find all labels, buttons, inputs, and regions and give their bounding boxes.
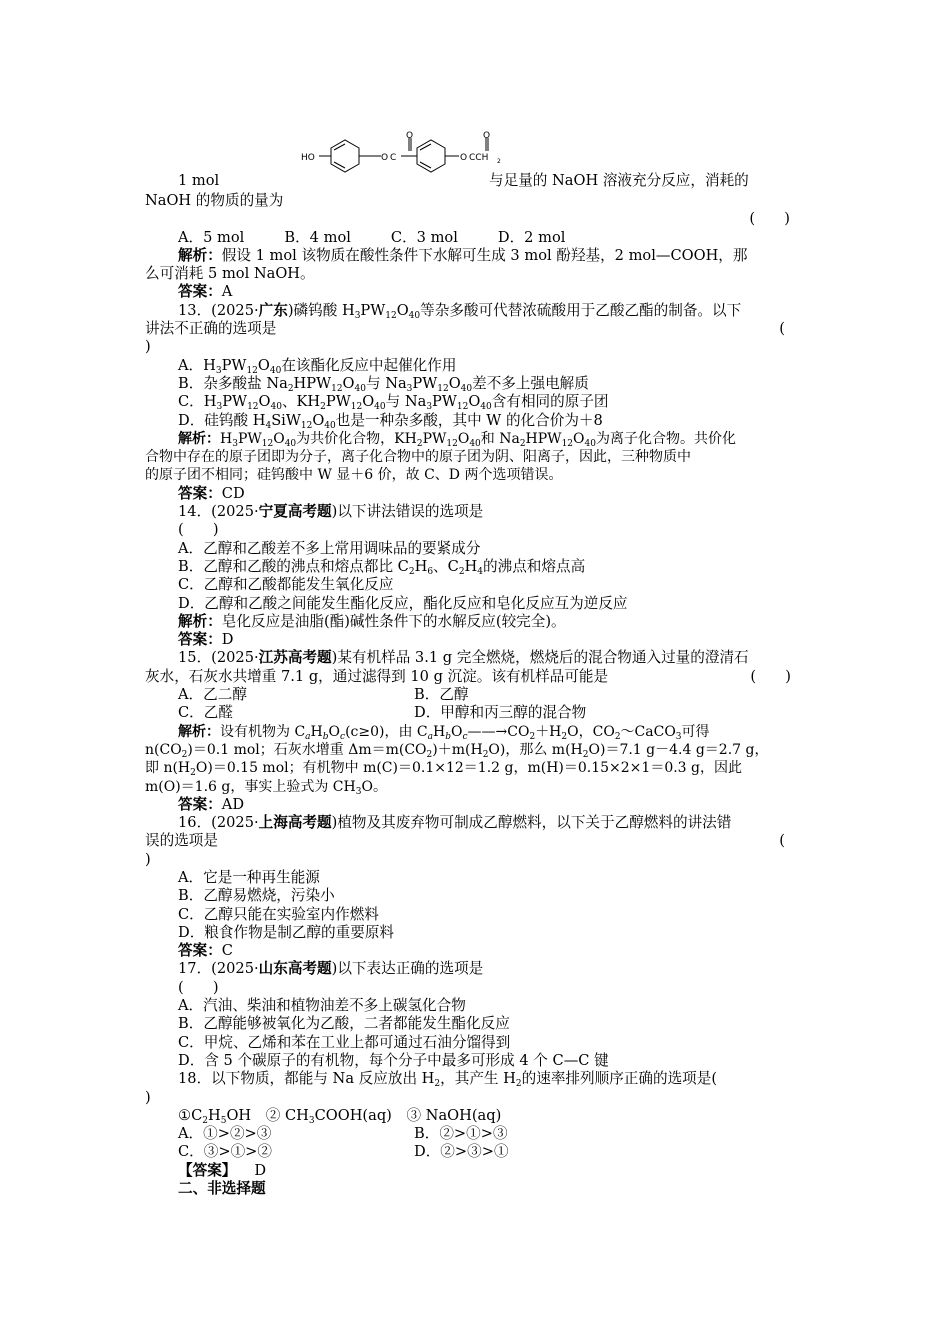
q18-stem: 18．以下物质，都能与 Na 反应放出 $H_2$，其产生 $H_2$的速率排列顺序正确的选项是( [178,1070,718,1090]
t: 与 Na [385,393,427,411]
answer-paren: ( ) [749,210,790,228]
t: PW [222,393,248,411]
t: O [468,393,481,411]
q14-option-c: C．乙醇和乙酸都能发生氧化反应 [178,576,394,594]
t: 17．(2025· [178,960,259,978]
q13-paren-close: ) [145,338,151,356]
t: O。 [361,778,387,795]
answer-value: A [221,283,233,301]
option-a: A．①>②>③ [178,1125,272,1143]
t: 为离子化合物。共价化 [595,430,736,447]
answer-paren: ( ) [750,667,791,685]
q13-stem-text: 讲法不正确的选项是 [145,320,277,338]
q13-analysis: 解析：$H_3PW_{12}O_{40}$为共价化合物，$KH_2PW_{12}O_{40}$和 $Na_2HPW_{12}O_{40}$为离子化合物。共价化 [178,430,736,449]
q15-stem-2 [145,668,805,686]
q17-source: 山东高考题 [258,960,332,978]
t: 、C [433,557,459,575]
t: HPW [525,430,562,447]
q12-suffix: 与足量的 NaOH 溶液充分反应，消耗的 [489,172,749,189]
t: O [362,393,375,411]
q16-stem [145,814,805,832]
q14-option-b: B．乙醇和乙酸的沸点和熔点都比 $C_2H_6$、$C_2H_4$的沸点和熔点高 [178,557,586,577]
analysis-text: 假设 1 mol 该物质在酸性条件下水解可生成 3 mol 酚羟基，2 mol—COOH，那 [221,246,748,264]
q17-option-d: D．含 5 个碳原子的有机物，每个分子中最多可形成 4 个 C—C 键 [178,1051,609,1069]
q12-line2: NaOH 的物质的量为 [145,192,284,209]
q12-answer [145,283,805,301]
q15-source: 江苏高考题 [258,649,332,667]
mol-ho-label: HO [301,153,315,163]
t: OH ② CH [226,1106,309,1124]
t: ＋H [535,723,562,740]
option-c: C．乙醛 [178,704,233,722]
q12-prefix: 1 mol [178,172,220,189]
mol-o2-label: O [483,131,491,141]
t: n(CO [145,741,182,758]
t: )某有机样品 3.1 g 完全燃烧，燃烧后的混合物通入过量的澄清石 [331,649,749,667]
mol-oc2-label-o: O [460,153,468,163]
q16-option-c: C．乙醇只能在实验室内作燃料 [178,905,379,923]
q13-option-c: C．$H_3PW_{12}O_{40}$、$KH_2PW_{12}O_{40}$与 $Na_3PW_{12}O_{40}$含有相同的原子团 [178,393,609,413]
t: 含有相同的原子团 [491,393,609,411]
t: )＝0.1 mol；石灰水增重 Δm＝m(CO [187,741,427,758]
q12-paren-row [145,210,805,228]
t: O)＝0.15 mol；有机物中 m(C)＝0.1×12＝1.2 g，m(H)＝0.15×2×1＝0.3 g，因此 [195,760,742,777]
t: H [433,723,446,740]
answer-value: D [221,631,234,649]
t: 15．(2025· [178,649,259,667]
q13-stem-2 [145,320,805,338]
q14-option-a: A．乙醇和乙酸差不多上常用调味品的要紧成分 [178,539,481,557]
q13-source: 广东 [258,301,288,319]
q14-option-d: D．乙醇和乙酸之间能发生酯化反应，酯化反应和皂化反应互为逆反应 [178,594,628,612]
option-c: C．3 mol [390,228,458,246]
t: O [258,393,271,411]
t: 也是一种杂多酸，其中 W 的化合价为＋8 [335,411,603,429]
t: COOH(aq) ③ NaOH(aq) [314,1106,502,1124]
t: 为共价化合物，KH [296,430,417,447]
t: O [342,374,355,392]
q16-answer [145,942,805,960]
t: 18．以下物质，都能与 Na 反应放出 H [178,1070,435,1088]
t: 可得 [681,723,710,740]
answer-paren: ( [779,320,785,338]
q15-analysis: 解析：设有机物为 $C_aH_bO_c(c\ge 0)$，由 $C_aH_bO_c——\to CO_2+H_2O$，$CO_2\sim CaCO_3$可得 [178,723,710,742]
option-d: D．②>③>① [414,1143,509,1161]
option-a: A．5 mol [178,228,245,246]
answer-label: 答案： [178,631,222,649]
t: D．硅钨酸 H [178,411,266,429]
q18-items: $①C_2H_5OH$ ② $CH_3COOH(aq)$ ③ NaOH(aq) [178,1106,502,1126]
t: 设有机物为 C [220,723,306,740]
t: O [573,430,585,447]
q16-source: 上海高考题 [258,814,332,832]
q17-option-a: A．汽油、柴油和植物油差不多上碳氢化合物 [178,997,466,1015]
mol-oc-label-c: C [390,153,397,163]
t: )以下讲法错误的选项是 [331,503,484,521]
t: PW [237,430,262,447]
q14-stem [145,503,805,521]
q17-option-b: B．乙醇能够被氧化为乙酸，二者都能发生酯化反应 [178,1015,510,1033]
q16-stem-2 [145,832,805,850]
mol-cch-label: CCH [469,153,489,163]
q13-stem-text: )磷钨酸 H [287,301,355,319]
q12-options [145,229,805,247]
q15-options-ab [145,686,805,704]
t: 、KH [281,393,321,411]
q16-option-a: A．它是一种再生能源 [178,868,320,886]
t: m(O)＝1.6 g，事实上验式为 CH [145,778,356,795]
answer-label: 答案： [178,942,222,960]
q17-stem [145,960,805,978]
t: O [273,430,285,447]
t: H [464,557,478,575]
answer-paren: ( ) [178,978,219,996]
q18-options-cd [145,1143,805,1161]
t: 灰水，石灰水共增重 7.1 g，通过滤得到 10 g 沉淀。该有机样品可能是 [145,667,609,685]
analysis-label: 解析： [178,612,222,630]
option-b: B．②>①>③ [414,1125,508,1143]
t: B．杂多酸盐 Na [178,374,288,392]
mol-o-label: O [406,131,414,141]
q13-analysis-2: 合物中存在的原子团即为分子，离子化合物中的原子团为阴、阳离子，因此，三种物质中 [145,449,691,466]
option-d: D．甲醇和丙三醇的混合物 [414,704,587,722]
t: PW [325,393,351,411]
q15-analysis-4: m(O)＝1.6 g，事实上验式为 $CH_3O$。 [145,778,387,797]
t: )以下表达正确的选项是 [331,960,484,978]
section-heading: 二、非选择题 [178,1180,266,1198]
t: ——→CO [467,723,530,740]
t: PW [422,430,447,447]
q14-answer [145,631,805,649]
answer-label: 答案： [178,795,222,813]
t: ①C [178,1106,203,1124]
answer-paren: ( ) [178,521,219,539]
t: 误的选项是 [145,832,218,850]
t: O，CO [567,723,615,740]
t: O [451,723,463,740]
option-a: A．乙二醇 [178,686,247,704]
q16-paren-close: ) [145,850,151,868]
q12-analysis-2: 么可消耗 5 mol NaOH。 [145,265,315,283]
q13-stem: 13．(2025·广东)磷钨酸 $H_3PW_{12}O_{40}$等杂多酸可代替浓硫酸用于乙酸乙酯的制备。以下 [178,301,742,321]
answer-label: 答案： [178,283,222,301]
q14-source: 宁夏高考题 [258,503,332,521]
t: ～CaCO [620,723,676,740]
q13-stem-text: PW [360,301,386,319]
q12-analysis [145,247,805,265]
q16-option-b: B．乙醇易燃烧，污染小 [178,887,335,905]
t: H [310,723,323,740]
q14-analysis [145,613,805,631]
q13-answer [145,485,805,503]
t: 16．(2025· [178,814,259,832]
analysis-label: 解析： [178,246,222,264]
answer-value: C [221,942,233,960]
mol-oc-label-o: O [381,153,389,163]
q15-answer [145,796,805,814]
q16-option-d: D．粮食作物是制乙醇的重要原料 [178,923,395,941]
t: 的沸点和熔点高 [483,557,586,575]
answer-label: 【答案】 [178,1161,237,1179]
option-b: B．乙醇 [414,686,469,704]
q13-option-d: D．硅钨酸 $H_4SiW_{12}O_{40}$也是一种杂多酸，其中 W 的化合价为＋8 [178,411,603,431]
q13-stem-text: O [396,301,409,319]
answer-label: 答案： [178,484,222,502]
option-b: B．4 mol [284,228,351,246]
q15-options-cd [145,704,805,722]
t: SiW [271,411,301,429]
answer-paren: ( [779,832,785,850]
t: O [257,356,270,374]
t: H [207,1106,221,1124]
t: 在该酯化反应中起催化作用 [281,356,457,374]
t: 皂化反应是油脂(酯)碱性条件下的水解反应(较完全)。 [221,612,566,630]
t: )植物及其废弃物可制成乙醇燃料，以下关于乙醇燃料的讲法错 [331,814,732,832]
q18-options-ab [145,1125,805,1143]
q18-answer [145,1162,805,1180]
option-c: C．③>①>② [178,1143,272,1161]
t: 14．(2025· [178,503,259,521]
t: PW [221,356,247,374]
q15-analysis-3: 即 $n(H_2O)=0.15$ mol；有机物中 m(C)＝0.1×12＝1.2 g，m(H)＝0.15×2×1＝0.3 g，因此 [145,760,742,779]
q18-paren-close: ) [145,1088,151,1106]
t: O [328,723,341,740]
answer-value: D [254,1161,267,1179]
q17-option-c: C．甲烷、乙烯和苯在工业上都可通过石油分馏得到 [178,1033,511,1051]
q13-option-a: A．$H_3PW_{12}O_{40}$在该酯化反应中起催化作用 [178,356,457,376]
t: )＋m(H [432,741,483,758]
q13-analysis-3: 的原子团不相同；硅钨酸中 W 显＋6 价，故 C、D 两个选项错误。 [145,467,563,484]
q13-num: 13．(2025· [178,301,259,319]
analysis-label: 解析： [178,430,220,447]
t: O [448,374,461,392]
answer-value: AD [221,795,245,813]
t: O)，那么 m(H [488,741,583,758]
t: B．乙醇和乙酸的沸点和熔点都比 C [178,557,409,575]
option-d: D．2 mol [497,228,566,246]
q13-option-b: B．杂多酸盐 $Na_2HPW_{12}O_{40}$与 $Na_3PW_{12}O_{40}$差不多上强电解质 [178,374,589,394]
t: 与 Na [365,374,407,392]
t: C．H [178,393,217,411]
q15-analysis-2: $n(CO_2)=0.1$ mol；石灰水增重 $\Delta m=m(CO_2)+m(H_2O)$，那么 $m(H_2O)=7.1$ g－4.4 g＝2.7 g， [145,741,769,760]
answer-value: CD [221,484,245,502]
t: H [414,557,428,575]
mol-sub-label: 2 [497,158,501,165]
t: 即 n(H [145,760,191,777]
t: HPW [293,374,332,392]
t: (c≥0)，由 C [345,723,428,740]
t: H [220,430,233,447]
t: O [312,411,325,429]
q15-stem [145,649,805,667]
t: PW [412,374,438,392]
question-12-stem [145,130,805,189]
q13-stem-text: 等杂多酸可代替浓硫酸用于乙酸乙酯的制备。以下 [420,301,742,319]
t: O [457,430,470,447]
ester-structure-diagram [231,130,501,186]
t: PW [432,393,457,411]
analysis-label: 解析： [178,723,220,740]
t: A．H [178,356,216,374]
t: O)＝7.1 g－4.4 g＝2.7 g， [588,741,769,758]
t: 和 Na [480,430,520,447]
t: 差不多上强电解质 [472,374,589,392]
t: ，其产生 H [440,1070,516,1088]
t: 的速率排列顺序正确的选项是( [521,1070,718,1088]
document-page [145,130,805,1198]
